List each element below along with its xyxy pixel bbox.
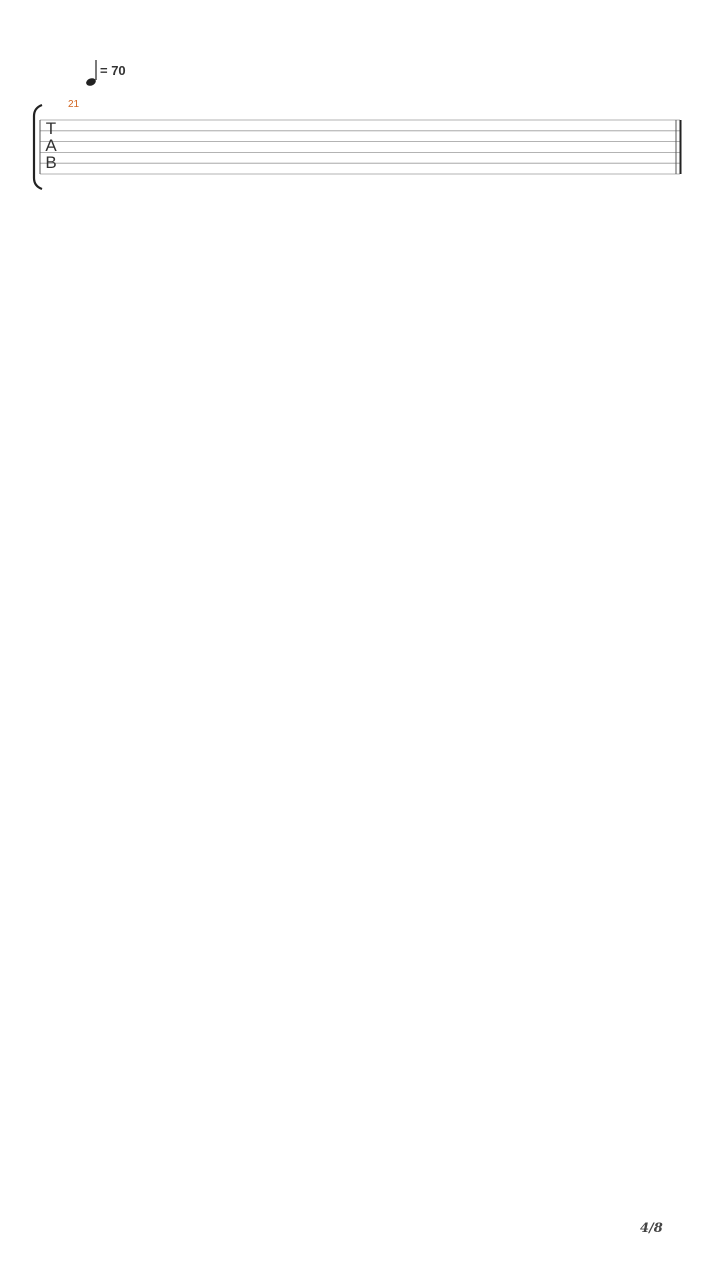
tab-clef-letter: B [45,153,57,172]
page-number: 4/8 [640,1221,663,1236]
system-bracket [34,105,42,189]
tab-clef-letter: A [45,136,57,155]
quarter-note-icon [85,77,97,87]
bar-number: 21 [68,99,80,110]
tempo-marking: = 70 [100,63,126,78]
tab-clef-letter: T [45,119,57,138]
